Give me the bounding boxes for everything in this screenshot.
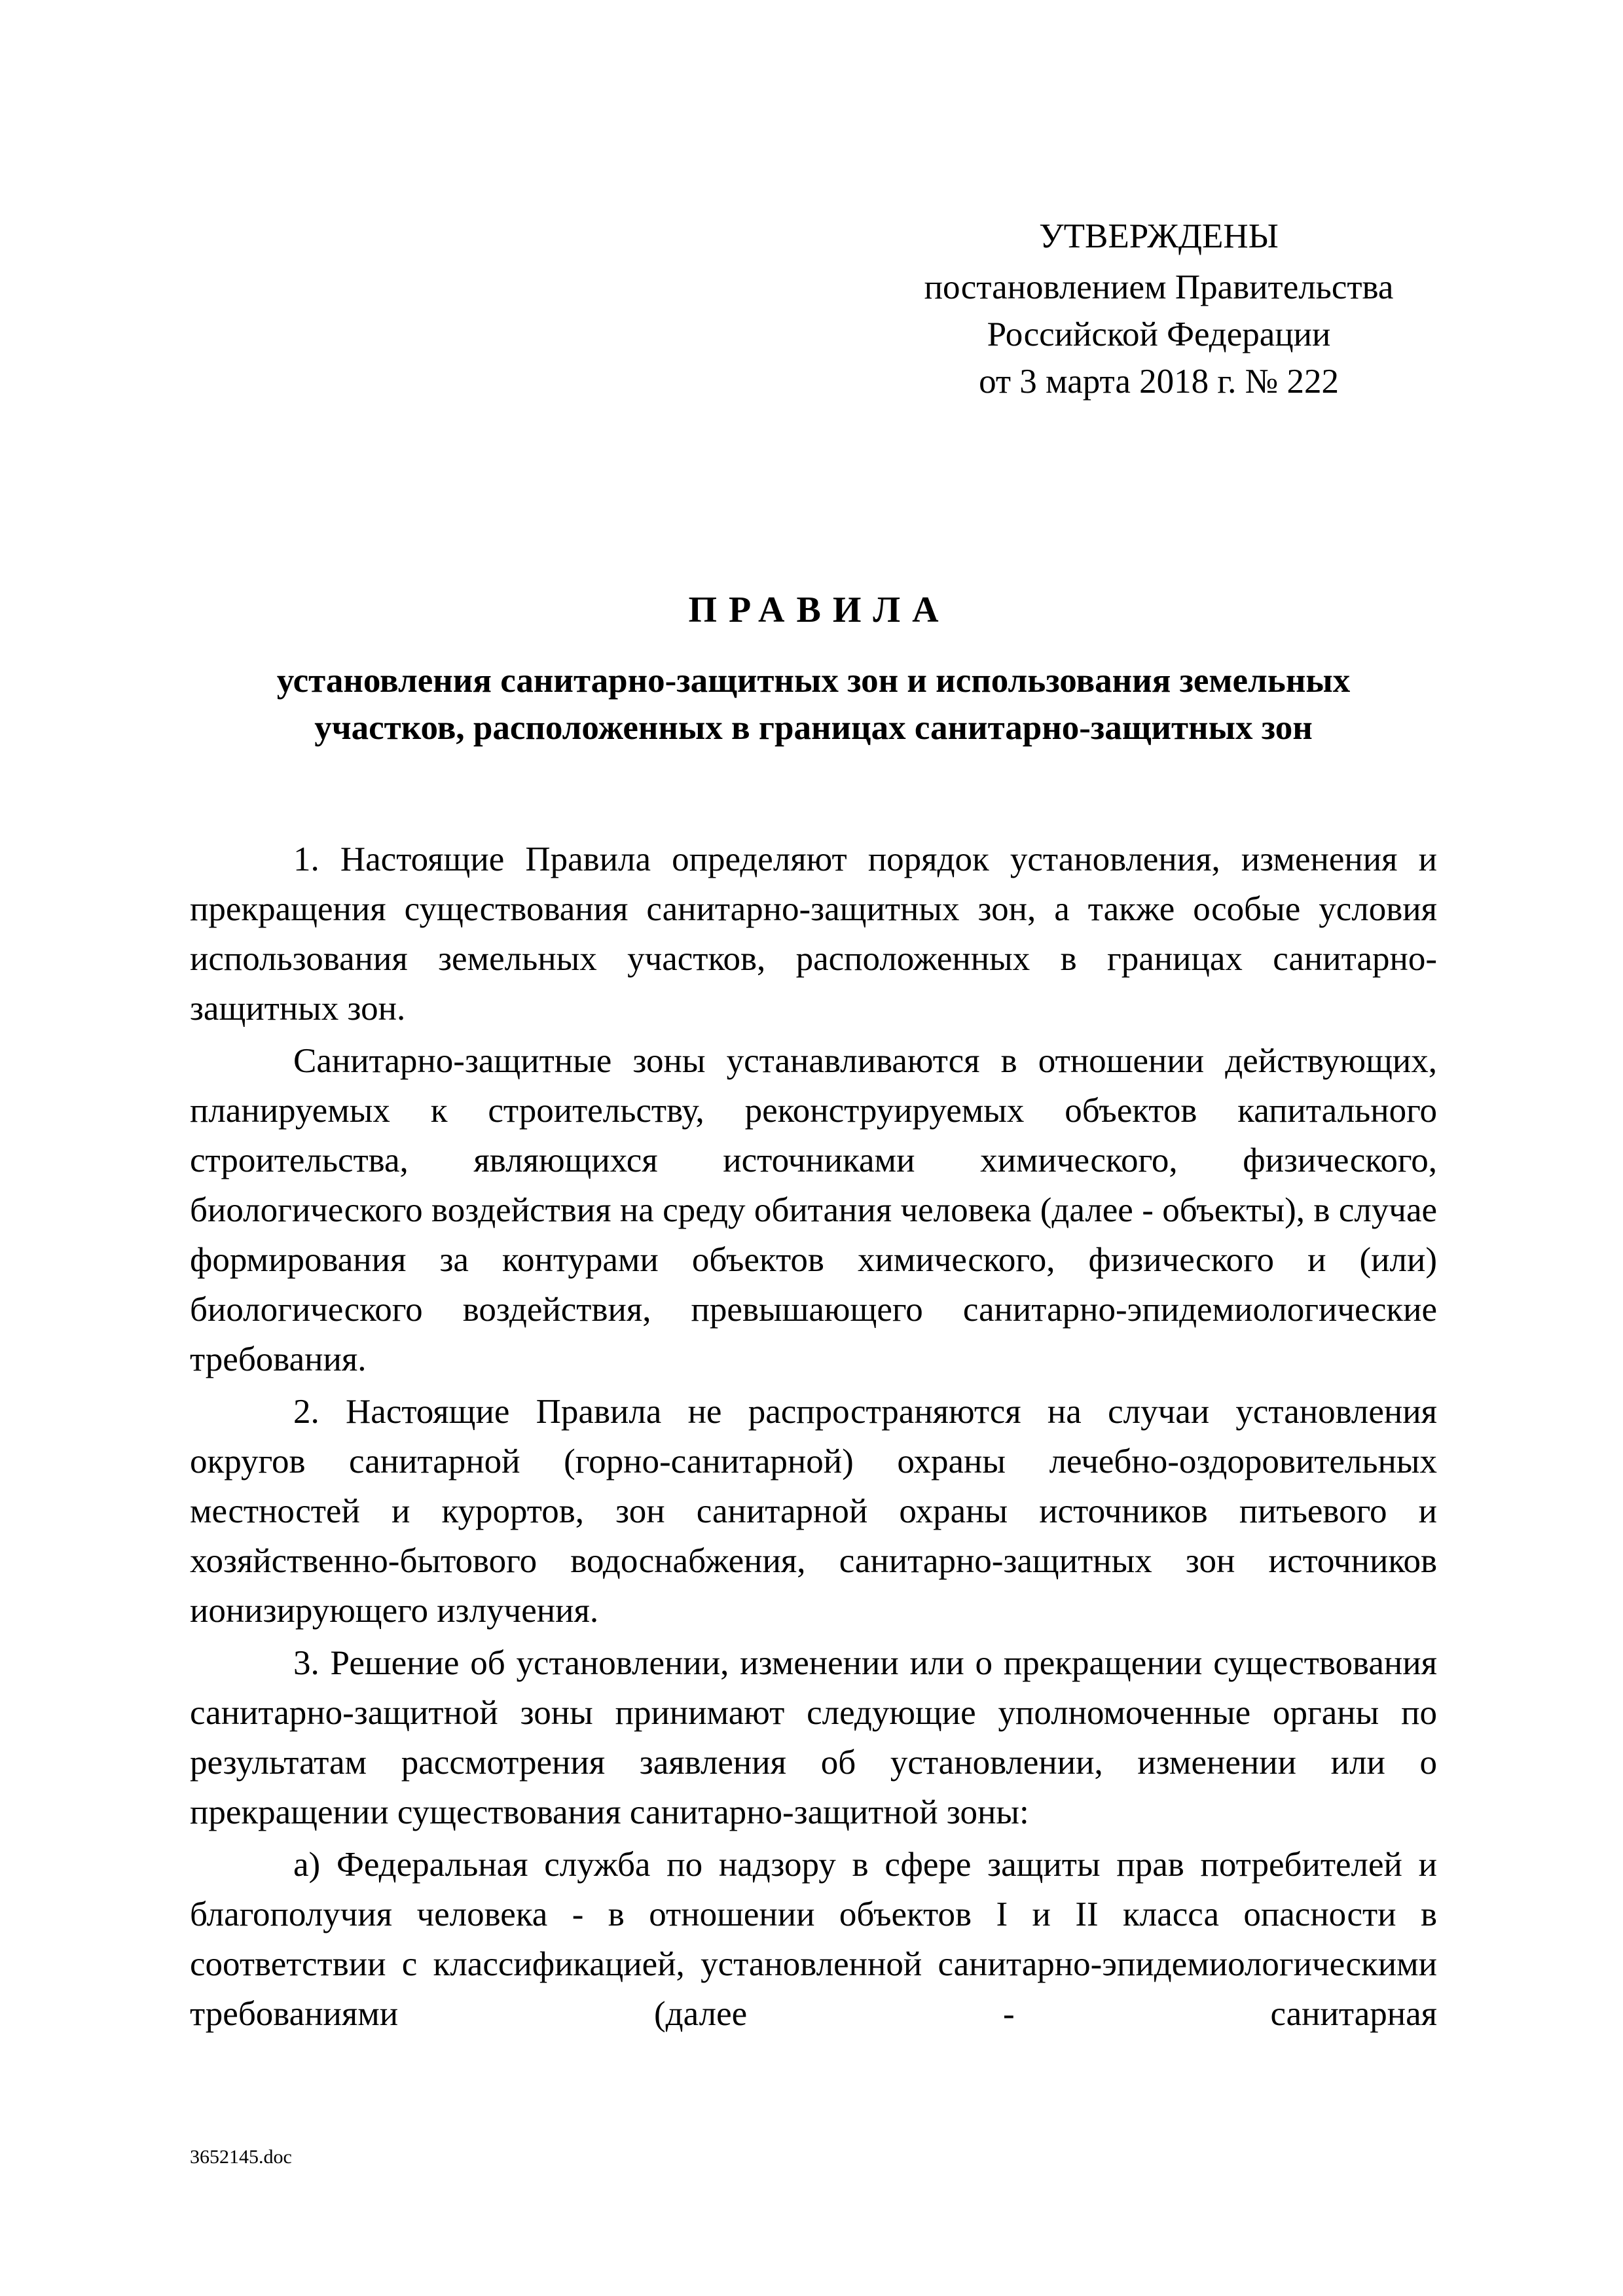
subtitle-line: установления санитарно-защитных зон и использования земельных	[276, 662, 1351, 700]
document-title	[190, 589, 1437, 751]
approval-date-number: от 3 марта 2018 г. № 222	[979, 363, 1339, 401]
approval-heading: УТВЕРЖДЕНЫ	[1039, 217, 1279, 255]
title-word: ПРАВИЛА	[688, 590, 951, 630]
approval-line: постановлением Правительства	[924, 268, 1394, 306]
paragraph: Санитарно-защитные зоны устанавливаются в отношении действующих, планируемых к строительству, реконструируемых объектов капитального строительства, являющихся источниками химического, физического, биологического воздействия на среду обитания человека (далее - объекты), в случае формирования за контурами объектов химического, физического и (или) биологического воздействия, превышающего санитарно-эпидемиологические требования.	[190, 1042, 1437, 1378]
subtitle-line: участков, расположенных в границах санитарно-защитных зон	[314, 709, 1313, 747]
footer-file-name: 3652145.doc	[190, 2146, 292, 2168]
paragraph: 1. Настоящие Правила определяют порядок установления, изменения и прекращения существования санитарно-защитных зон, а также особые условия использования земельных участков, расположенных в границах санитарно-защитных зон.	[190, 840, 1437, 1028]
approval-line: Российской Федерации	[987, 315, 1331, 353]
paragraph: а) Федеральная служба по надзору в сфере защиты прав потребителей и благополучия человека - в отношении объектов I и II класса опасности в соответствии с классификацией, установленной санитарно-эпидемиологическими требованиями (далее - санитарная	[190, 1846, 1437, 2033]
document-body	[190, 834, 1437, 2041]
paragraph: 3. Решение об установлении, изменении или о прекращении существования санитарно-защитной зоны принимают следующие уполномоченные органы по результатам рассмотрения заявления об установлении, изменении или о прекращении существования санитарно-защитной зоны:	[190, 1644, 1437, 1831]
approval-stamp	[877, 213, 1440, 405]
paragraph: 2. Настоящие Правила не распространяются на случаи установления округов санитарной (горно-санитарной) охраны лечебно-оздоровительных местностей и курортов, зон санитарной охраны источников питьевого и хозяйственно-бытового водоснабжения, санитарно-защитных зон источников ионизирующего излучения.	[190, 1393, 1437, 1630]
